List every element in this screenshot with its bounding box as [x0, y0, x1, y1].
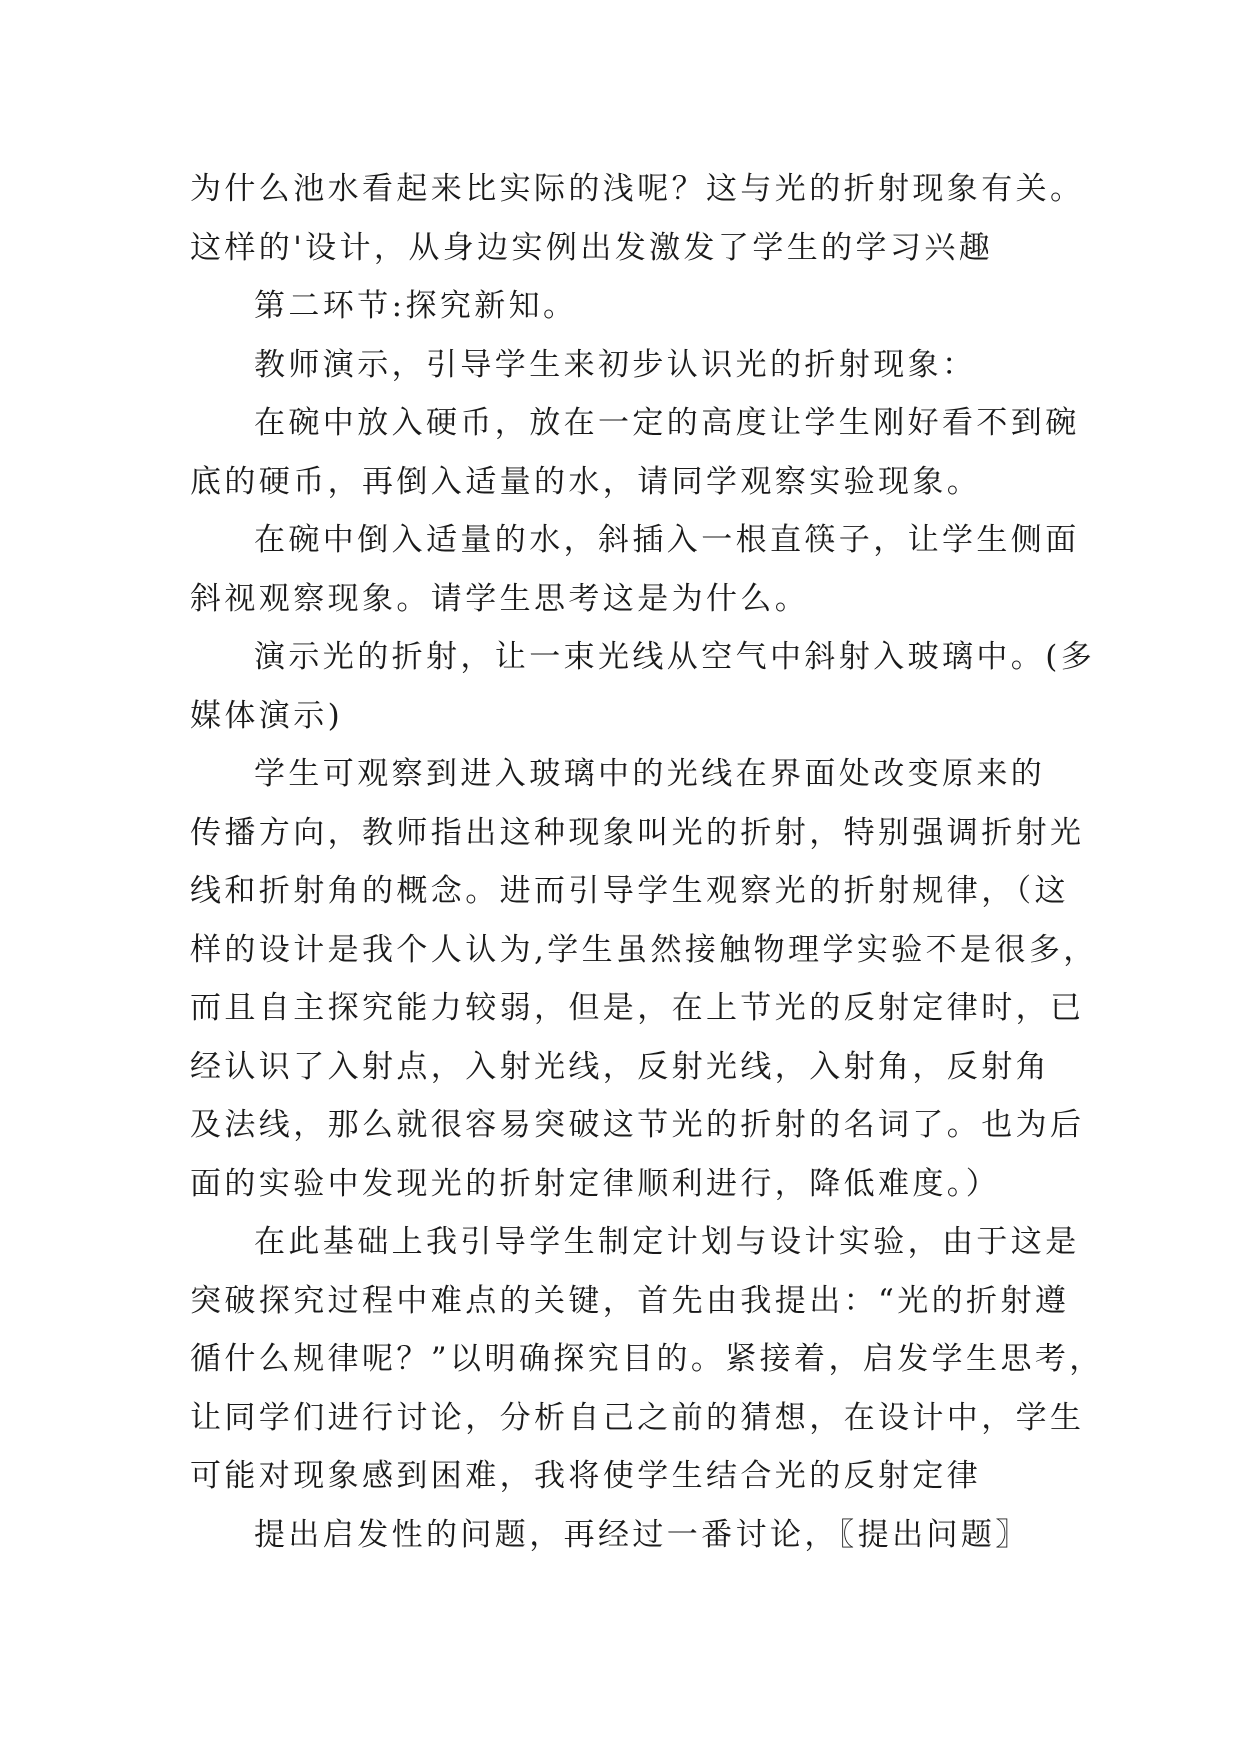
text-line: 突破探究过程中难点的关键，首先由我提出：“光的折射遵 — [190, 1282, 1070, 1319]
text-line: 传播方向，教师指出这种现象叫光的折射，特别强调折射光 — [190, 814, 1085, 851]
text-line: 学生可观察到进入玻璃中的光线在界面处改变原来的 — [254, 756, 1046, 792]
text-line: 面的实验中发现光的折射定律顺利进行，降低难度。） — [190, 1165, 1001, 1202]
text-line: 这样的'设计，从身边实例出发激发了学生的学习兴趣 — [190, 229, 994, 266]
text-line: 让同学们进行讨论，分析自己之前的猜想，在设计中，学生 — [190, 1399, 1085, 1436]
text-line: 教师演示，引导学生来初步认识光的折射现象： — [254, 346, 977, 383]
text-line: 循什么规律呢？”以明确探究目的。紧接着，启发学生思考， — [190, 1341, 1104, 1377]
text-line: 演示光的折射，让一束光线从空气中斜射入玻璃中。(多 — [254, 639, 1096, 675]
text-line: 在碗中倒入适量的水，斜插入一根直筷子，让学生侧面 — [254, 522, 1080, 558]
text-line: 样的设计是我个人认为,学生虽然接触物理学实验不是很多， — [190, 931, 1098, 968]
text-line: 底的硬币，再倒入适量的水，请同学观察实验现象。 — [190, 463, 982, 500]
text-line: 而且自主探究能力较弱，但是，在上节光的反射定律时，已 — [190, 990, 1085, 1026]
text-line: 可能对现象感到困难，我将使学生结合光的反射定律 — [190, 1458, 982, 1494]
text-line: 及法线，那么就很容易突破这节光的折射的名词了。也为后 — [190, 1107, 1085, 1143]
text-line: 在此基础上我引导学生制定计划与设计实验，由于这是 — [254, 1224, 1080, 1260]
text-line: 在碗中放入硬币，放在一定的高度让学生刚好看不到碗 — [254, 405, 1080, 441]
text-line: 提出启发性的问题，再经过一番讨论，〖提出问题〗 — [254, 1516, 1030, 1553]
document-body — [190, 160, 1104, 1564]
text-line: 经认识了入射点，入射光线，反射光线，入射角，反射角 — [190, 1048, 1050, 1085]
text-line: 斜视观察现象。请学生思考这是为什么。 — [190, 580, 810, 617]
text-line: 媒体演示) — [190, 697, 344, 734]
section-heading: 第二环节:探究新知。 — [254, 288, 578, 324]
text-line: 线和折射角的概念。进而引导学生观察光的折射规律，（这 — [190, 873, 1069, 909]
text-line: 为什么池水看起来比实际的浅呢？这与光的折射现象有关。 — [190, 171, 1085, 207]
